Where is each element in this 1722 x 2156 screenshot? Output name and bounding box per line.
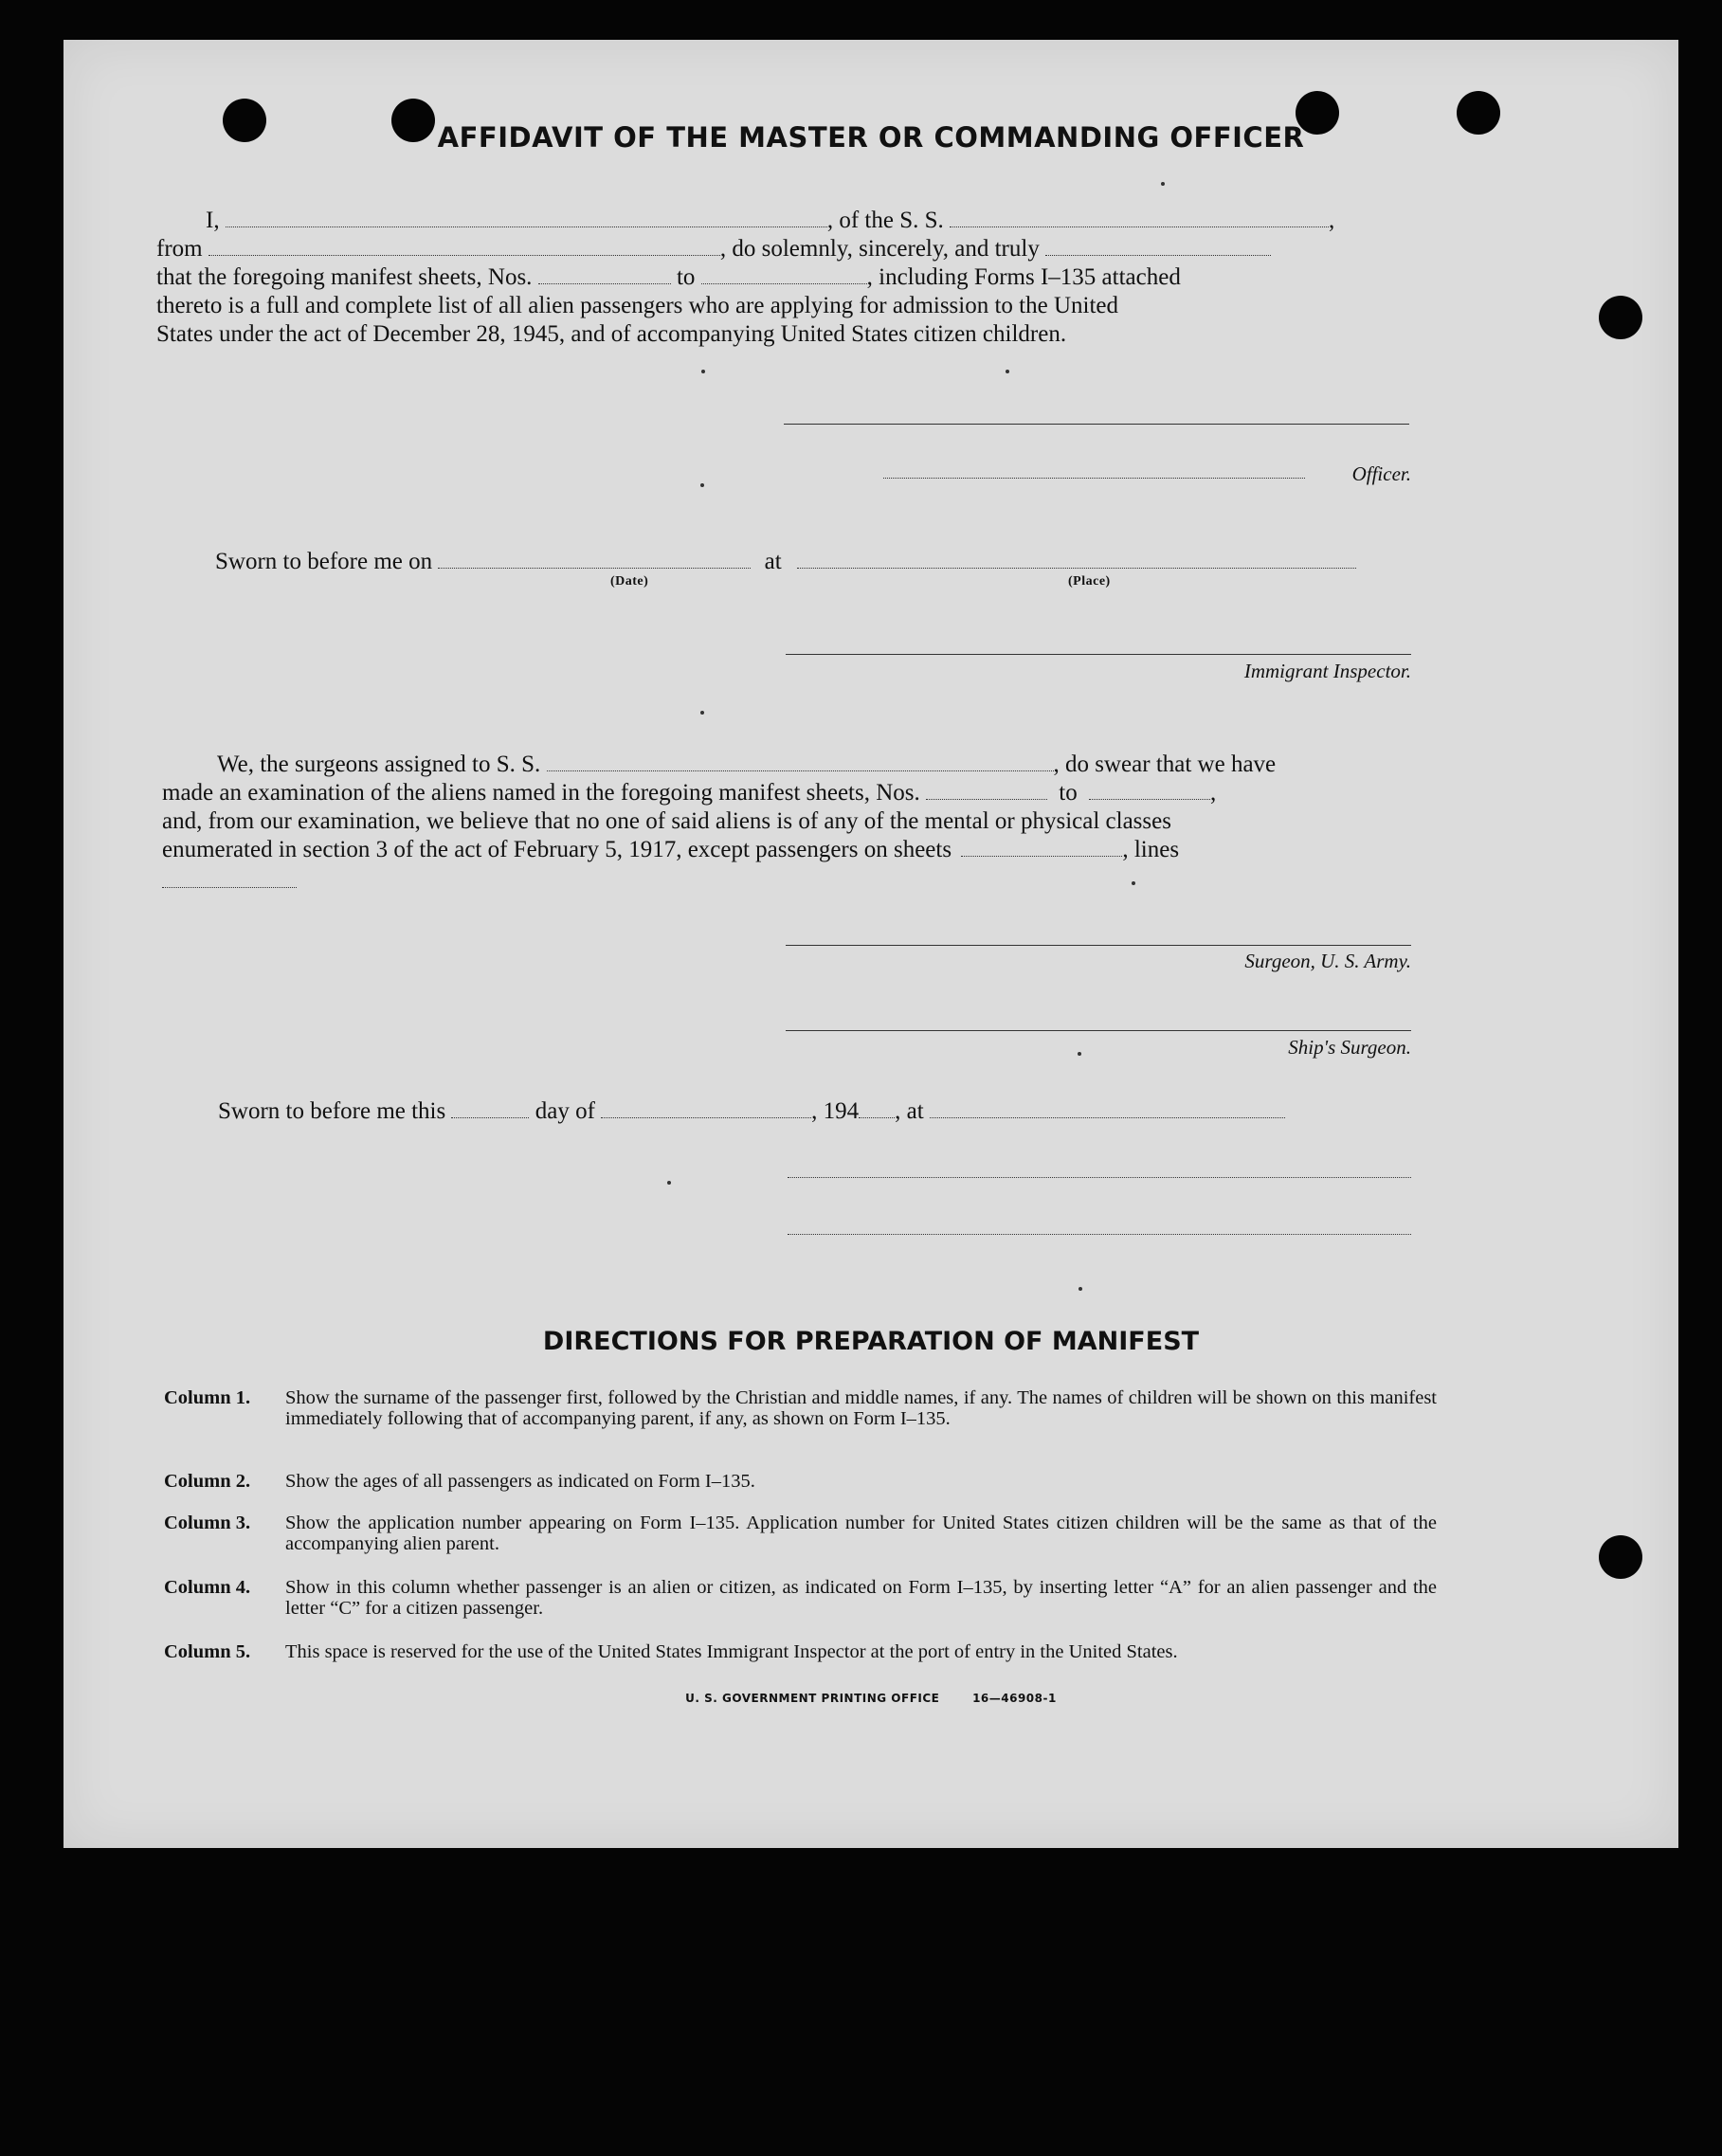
surgeons-line-1: We, the surgeons assigned to S. S. , do swear that we have <box>217 752 1277 777</box>
form-page <box>63 40 1678 1848</box>
sworn-day-field[interactable] <box>451 1098 529 1118</box>
army-surgeon-label: Surgeon, U. S. Army. <box>1244 950 1411 972</box>
affidavit-line-1: I, , of the S. S. , <box>206 208 1335 233</box>
surgeon-sheets-to-field[interactable] <box>1089 780 1210 800</box>
surgeon-sheets-from-field[interactable] <box>926 780 1047 800</box>
direction-item: Column 3. Show the application number appearing on Form I–135. Application number for United States citizen children will be the same as that of the accompanying alien parent. <box>164 1513 1437 1554</box>
officer-label: Officer. <box>1351 462 1411 485</box>
sworn-year-field[interactable] <box>859 1098 895 1118</box>
except-sheets-field[interactable] <box>961 837 1122 857</box>
directions-title: DIRECTIONS FOR PREPARATION OF MANIFEST <box>542 1327 1200 1356</box>
sworn-day-line: Sworn to before me this day of , 194 , at <box>218 1097 1285 1126</box>
ship-name-field[interactable] <box>950 208 1329 227</box>
sheets-to-field[interactable] <box>701 264 867 284</box>
sheets-from-field[interactable] <box>538 264 671 284</box>
surgeon-ship-field[interactable] <box>547 752 1054 771</box>
printing-footer: U. S. GOVERNMENT PRINTING OFFICE 16—46908-1 <box>685 1692 1057 1705</box>
direction-item: Column 5. This space is reserved for the use of the United States Immigrant Inspector at the port of entry in the United States. <box>164 1641 1178 1662</box>
ships-surgeon-signature-line[interactable] <box>786 1030 1411 1031</box>
date-label: (Date) <box>610 574 649 589</box>
place-label: (Place) <box>1068 574 1111 589</box>
ships-surgeon-label: Ship's Surgeon. <box>1288 1036 1411 1059</box>
affidavit-line-3: that the foregoing manifest sheets, Nos. to , including Forms I–135 attached <box>156 264 1181 290</box>
direction-item: Column 2. Show the ages of all passengers as indicated on Form I–135. <box>164 1471 755 1492</box>
affidavit-line-5: States under the act of December 28, 1945, and of accompanying United States citizen children. <box>156 321 1067 347</box>
immigrant-inspector-label: Immigrant Inspector. <box>1243 660 1411 682</box>
port-from-field[interactable] <box>208 236 720 256</box>
direction-item: Column 1. Show the surname of the passenger first, followed by the Christian and middle names, if any. The names of children will be shown on this manifest immediately following that of accompanying parent, if any, as shown on Form I–135. <box>164 1387 1437 1429</box>
master-name-field[interactable] <box>226 208 827 227</box>
affidavit-line-2: from , do solemnly, sincerely, and truly <box>156 235 1271 263</box>
surgeons-line-4: enumerated in section 3 of the act of February 5, 1917, except passengers on sheets , lines <box>162 837 1180 862</box>
surgeons-line-2: made an examination of the aliens named in the foregoing manifest sheets, Nos. to , <box>162 780 1217 806</box>
inspector-signature-line[interactable] <box>786 654 1411 655</box>
army-surgeon-signature-line[interactable] <box>786 945 1411 946</box>
sworn-place-field[interactable] <box>797 549 1356 569</box>
affidavit-title: AFFIDAVIT OF THE MASTER OR COMMANDING OFFICER <box>437 121 1305 154</box>
lines-field[interactable] <box>162 887 297 888</box>
direction-item: Column 4. Show in this column whether passenger is an alien or citizen, as indicated on Form I–135, by inserting letter “A” for an alien passenger and the letter “C” for a citizen passenger. <box>164 1577 1437 1619</box>
officer-signature-line[interactable] <box>784 424 1409 425</box>
sworn-at-field[interactable] <box>930 1098 1285 1118</box>
punch-hole <box>1599 1535 1642 1579</box>
surgeons-line-3: and, from our examination, we believe that no one of said aliens is of any of the mental or physical classes <box>162 808 1171 834</box>
affidavit-line-4: thereto is a full and complete list of all alien passengers who are applying for admission to the United <box>156 293 1119 318</box>
sworn-date-place-line: Sworn to before me on at <box>215 548 1356 576</box>
punch-hole <box>1599 296 1642 339</box>
sworn-month-field[interactable] <box>601 1098 811 1118</box>
sworn-date-field[interactable] <box>438 549 751 569</box>
